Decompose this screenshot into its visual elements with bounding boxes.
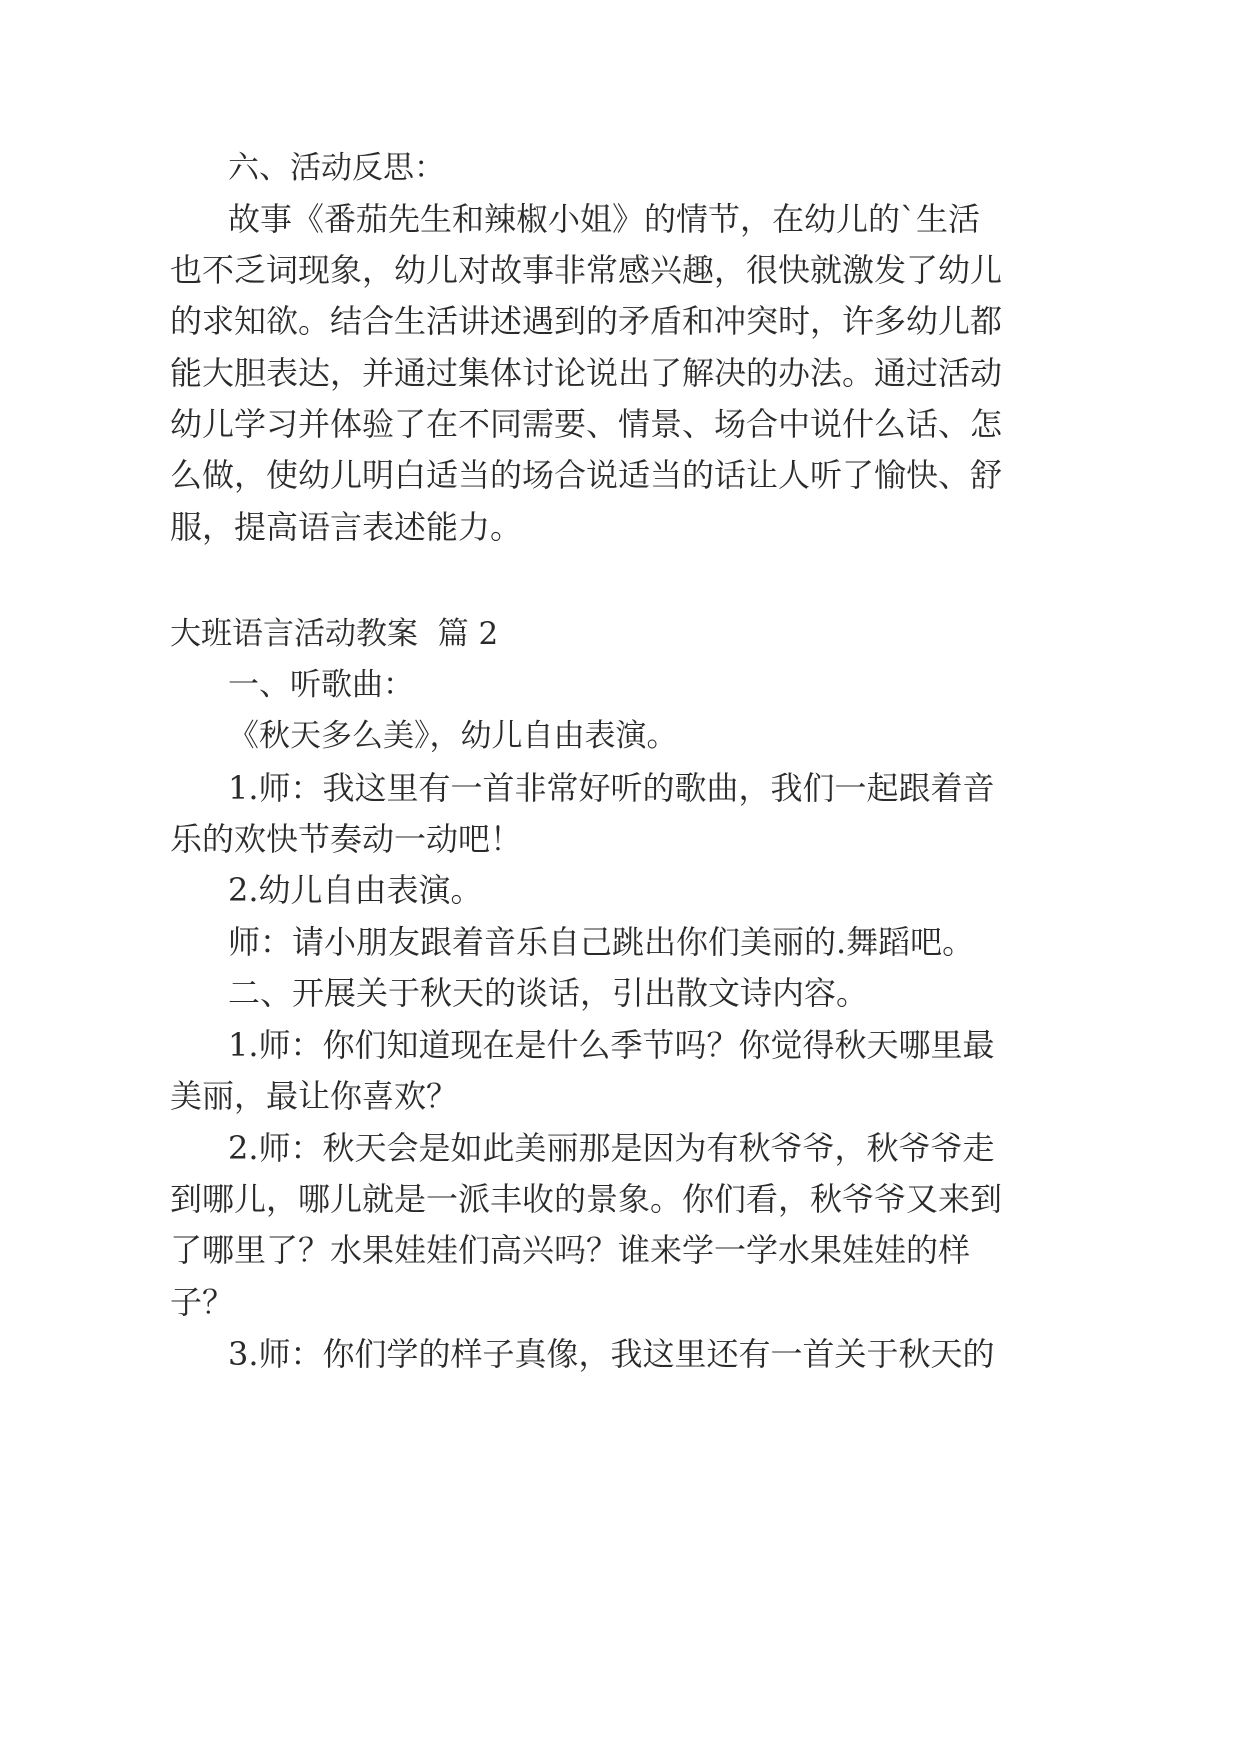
- paragraph-line: 3.师：你们学的样子真像，我这里还有一首关于秋天的: [228, 1335, 995, 1373]
- paragraph-line: 1.师：我这里有一首非常好听的歌曲，我们一起跟着音: [228, 769, 995, 807]
- paragraph-line: 服，提高语言表述能力。: [170, 508, 523, 546]
- step1-heading: 一、听歌曲：: [228, 667, 414, 703]
- paragraph-line: 2.师：秋天会是如此美丽那是因为有秋爷爷，秋爷爷走: [228, 1129, 995, 1167]
- paragraph-line: 的求知欲。结合生活讲述遇到的矛盾和冲突时，许多幼儿都: [170, 302, 1003, 340]
- paragraph-line: 幼儿学习并体验了在不同需要、情景、场合中说什么话、怎: [170, 405, 1003, 443]
- paragraph-line: 到哪儿，哪儿就是一派丰收的景象。你们看，秋爷爷又来到: [170, 1180, 1003, 1218]
- article-title: 大班语言活动教案 篇 2: [170, 616, 499, 652]
- paragraph-line: 1.师：你们知道现在是什么季节吗？你觉得秋天哪里最: [228, 1026, 995, 1064]
- paragraph-line: 子？: [170, 1283, 235, 1321]
- paragraph-line: 乐的欢快节奏动一动吧！: [170, 820, 523, 858]
- paragraph-line: 了哪里了？水果娃娃们高兴吗？谁来学一学水果娃娃的样: [170, 1231, 971, 1269]
- paragraph-line: 师：请小朋友跟着音乐自己跳出你们美丽的.舞蹈吧。: [228, 923, 975, 961]
- paragraph-line: 2.幼儿自由表演。: [228, 871, 483, 909]
- paragraph-line: 也不乏词现象，幼儿对故事非常感兴趣，很快就激发了幼儿: [170, 251, 1003, 289]
- paragraph-line: 美丽，最让你喜欢？: [170, 1077, 459, 1115]
- section-six-heading: 六、活动反思：: [228, 150, 445, 186]
- paragraph-line: 故事《番茄先生和辣椒小姐》的情节，在幼儿的`生活: [228, 200, 981, 238]
- paragraph-line: 么做，使幼儿明白适当的场合说适当的话让人听了愉快、舒: [170, 456, 1003, 494]
- paragraph-line: 能大胆表达，并通过集体讨论说出了解决的办法。通过活动: [170, 354, 1003, 392]
- step2-heading: 二、开展关于秋天的谈话，引出散文诗内容。: [228, 974, 869, 1012]
- step1-song-line: 《秋天多么美》，幼儿自由表演。: [228, 718, 678, 754]
